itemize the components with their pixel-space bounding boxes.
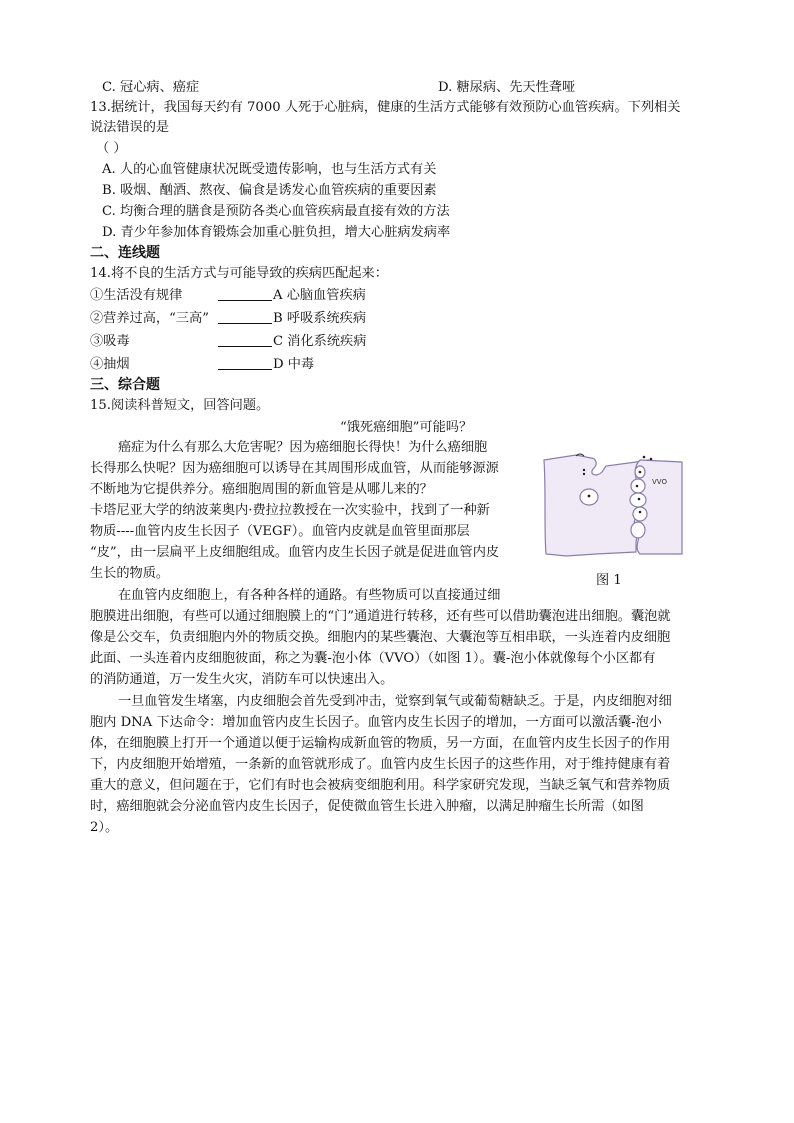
- match-row: [90, 332, 366, 352]
- match-blank[interactable]: [218, 332, 272, 347]
- article-line: 一旦血管发生堵塞，内皮细胞会首先受到冲击，觉察到氧气或葡萄糖缺乏。于是，内皮细胞对细: [118, 694, 672, 709]
- article-line: 重大的意义，但问题在于，它们有时也会被病变细胞利用。科学家研究发现，当缺乏氧气和营养物质: [90, 778, 671, 793]
- vvo-vesicle: [630, 493, 646, 507]
- match-right: C 消化系统疾病: [273, 334, 367, 349]
- q13-option-c: C. 均衡合理的膳食是预防各类心血管疾病最直接有效的方法: [102, 204, 450, 219]
- article-line: 生长的物质。: [90, 566, 170, 581]
- vesicle-dot: [639, 471, 642, 474]
- article-line: 癌症为什么有那么大危害呢？因为癌细胞长得快！为什么癌细胞: [118, 440, 488, 455]
- q13-stem-line2: 说法错误的是: [90, 120, 170, 135]
- vesicle-dot: [643, 456, 646, 459]
- q13-answer-paren: （ ）: [96, 141, 127, 156]
- vesicle-dot: [583, 473, 585, 475]
- figure-1-vvo-diagram: [536, 450, 688, 562]
- match-blank[interactable]: [218, 309, 272, 324]
- q12-option-d: D. 糖尿病、先天性聋哑: [438, 80, 576, 95]
- vvo-vesicle: [631, 522, 645, 538]
- article-line: 像是公交车，负责细胞内外的物质交换。细胞内的某些囊泡、大囊泡等互相串联，一头连着内皮细胞: [90, 630, 671, 645]
- vesicle-dot: [638, 498, 641, 501]
- vesicle-dot: [583, 469, 585, 471]
- match-right: D 中毒: [273, 357, 315, 372]
- match-right: A 心脑血管疾病: [273, 288, 366, 303]
- article-line: 体，在细胞膜上打开一个通道以便于运输构成新血管的物质，另一方面，在血管内皮生长因子的作用: [90, 736, 671, 751]
- article-line: 在血管内皮细胞上，有各种各样的通路。有些物质可以直接通过细: [118, 588, 501, 603]
- article-line: 2）。: [90, 820, 119, 835]
- q12-option-c: C. 冠心病、癌症: [102, 80, 200, 95]
- article-line: 物质----血管内皮生长因子（VEGF）。血管内皮就是血管里面那层: [90, 524, 470, 539]
- article-line: 的消防通道，万一发生火灾，消防车可以快速出入。: [90, 672, 394, 687]
- vvo-label: VVO: [652, 478, 667, 486]
- q13-option-a: A. 人的心血管健康状况既受遗传影响，也与生活方式有关: [102, 162, 437, 177]
- article-line: 时，癌细胞就会分泌血管内皮生长因子，促使微血管生长进入肿瘤，以满足肿瘤生长所需（如图: [90, 799, 644, 814]
- article-line: 不断地为它提供养分。癌细胞周围的新血管是从哪儿来的？: [90, 482, 433, 497]
- section3-heading: 三、综合题: [90, 377, 160, 393]
- match-blank[interactable]: [218, 355, 272, 370]
- match-row: [90, 355, 314, 375]
- article-line: 下，内皮细胞开始增殖，一条新的血管就形成了。血管内皮生长因子的这些作用，对于维持健康有着: [90, 757, 671, 772]
- vesicle-dot: [650, 458, 653, 461]
- article-line: 卡塔尼亚大学的纳波莱奥内·费拉拉教授在一次实验中，找到了一种新: [90, 503, 490, 518]
- match-blank[interactable]: [218, 286, 272, 301]
- article-line: 胞内 DNA 下达命令：增加血管内皮生长因子。血管内皮生长因子的增加，一方面可以激活囊-泡小: [90, 715, 662, 730]
- vesicle-dot: [636, 485, 639, 488]
- match-left: ③吸毒: [90, 334, 130, 349]
- article-line: 长得那么快呢？因为癌细胞可以诱导在其周围形成血管，从而能够源源: [90, 461, 499, 476]
- q13-option-b: B. 吸烟、酗酒、熬夜、偏食是诱发心血管疾病的重要因素: [102, 183, 437, 198]
- match-right: B 呼吸系统疾病: [273, 311, 367, 326]
- article-line: “皮”，由一层扁平上皮细胞组成。血管内皮生长因子就是促进血管内皮: [90, 545, 500, 560]
- q13-stem-line1: 13.据统计，我国每天约有 7000 人死于心脏病，健康的生活方式能够有效预防心血管疾病。下列相关: [90, 100, 681, 115]
- match-row: [90, 309, 366, 329]
- vesicle-dot: [639, 511, 642, 514]
- match-left: ④抽烟: [90, 357, 130, 372]
- article-line: 胞膜进出细胞，有些可以通过细胞膜上的“门”通道进行转移，还有些可以借助囊泡进出细胞。囊泡就: [90, 609, 671, 624]
- figure-1-caption: 图 1: [596, 573, 622, 588]
- match-left: ②营养过高，“三高”: [90, 311, 209, 326]
- article-title: “饿死癌细胞”可能吗？: [340, 420, 473, 435]
- q14-stem: 14.将不良的生活方式与可能导致的疾病匹配起来：: [90, 266, 388, 281]
- q15-stem: 15.阅读科普短文，回答问题。: [90, 398, 270, 413]
- vvo-vesicle: [633, 507, 647, 521]
- section2-heading: 二、连线题: [90, 245, 160, 261]
- vesicle-dot: [588, 495, 591, 498]
- match-left: ①生活没有规律: [90, 288, 183, 303]
- article-line: 此面、一头连着内皮细胞彼面，称之为囊-泡小体（VVO）（如图 1）。囊-泡小体就像每个小区都有: [90, 651, 656, 666]
- q13-option-d: D. 青少年参加体育锻炼会加重心脏负担，增大心脏病发病率: [102, 225, 451, 240]
- match-row: [90, 286, 366, 306]
